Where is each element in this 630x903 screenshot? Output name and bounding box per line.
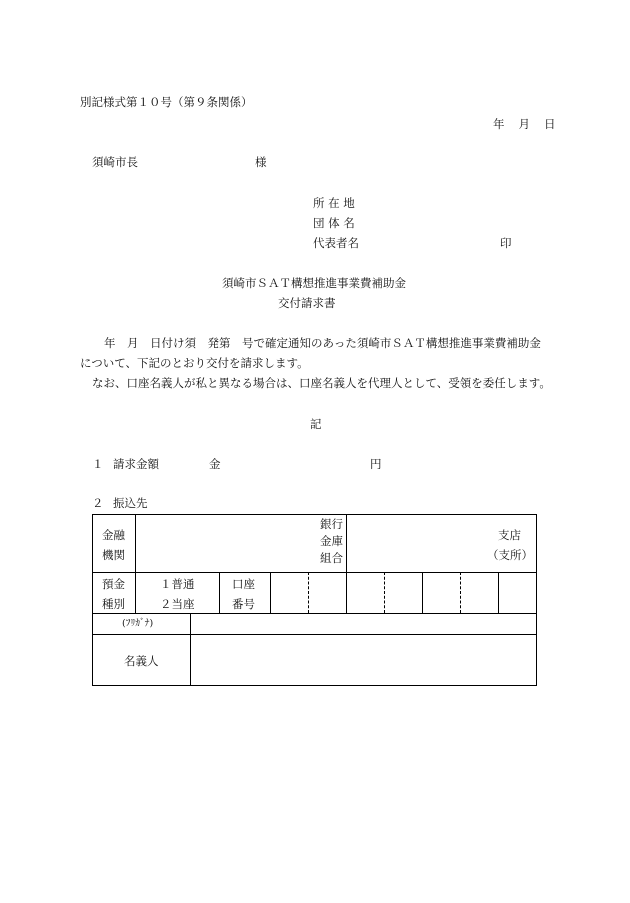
applicant-rep-label: 代表者名 xyxy=(313,236,359,250)
item2-label: 振込先 xyxy=(113,496,148,510)
table-rule xyxy=(190,613,191,686)
acct-no-label-2: 番号 xyxy=(232,597,255,611)
seal-mark: 印 xyxy=(500,236,512,250)
kinko-label: 金庫 xyxy=(320,534,343,548)
table-rule xyxy=(270,572,271,613)
applicant-address-label: 所 在 地 xyxy=(313,196,355,210)
date-line xyxy=(493,119,556,131)
table-rule xyxy=(346,572,347,613)
table-rule xyxy=(346,514,347,572)
table-rule xyxy=(384,572,385,613)
form-title: 別記様式第１０号（第９条関係） xyxy=(80,95,253,109)
date-year: 年 xyxy=(493,117,505,131)
addressee-name: 須崎市長 xyxy=(92,155,138,169)
body-line-1: 年 月 日付け須 発第 号で確定通知のあった須崎市ＳＡＴ構想推進事業費補助金 xyxy=(104,336,541,350)
item1-label: 請求金額 xyxy=(113,457,159,471)
applicant-group-label: 団 体 名 xyxy=(313,216,355,230)
item1-num: １ xyxy=(92,457,104,471)
body-line-2: について、下記のとおり交付を請求します。 xyxy=(80,356,309,370)
item1-kin: 金 xyxy=(209,457,221,471)
kumiai-label: 組合 xyxy=(320,551,343,565)
sub-branch-label: （支所） xyxy=(487,548,533,562)
item2-num: ２ xyxy=(92,496,104,510)
table-rule xyxy=(219,572,220,613)
table-rule xyxy=(135,572,136,613)
addressee-honorific: 様 xyxy=(255,155,267,169)
date-day: 日 xyxy=(544,117,556,131)
document-subheading: 交付請求書 xyxy=(278,296,336,310)
inst-label-1: 金融 xyxy=(102,528,125,542)
table-rule xyxy=(422,572,423,613)
table-rule xyxy=(92,634,537,635)
acct-type-label-2: 種別 xyxy=(102,597,125,611)
bank-label: 銀行 xyxy=(320,517,343,531)
acct-no-label-1: 口座 xyxy=(232,577,255,591)
acct-type-option-2: ２当座 xyxy=(160,597,195,611)
body-line-3: なお、口座名義人が私と異なる場合は、口座名義人を代理人として、受領を委任します。 xyxy=(92,376,551,390)
branch-label: 支店 xyxy=(498,528,521,542)
item1-yen: 円 xyxy=(370,457,382,471)
inst-label-2: 機関 xyxy=(102,548,125,562)
document-heading: 須崎市ＳＡＴ構想推進事業費補助金 xyxy=(222,276,406,290)
table-rule xyxy=(135,514,136,572)
date-month: 月 xyxy=(518,117,530,131)
table-rule xyxy=(92,613,537,614)
acct-type-option-1: １普通 xyxy=(160,577,195,591)
table-rule xyxy=(308,572,309,613)
ki-heading: 記 xyxy=(310,417,322,431)
furigana-label: (ﾌﾘｶﾞﾅ) xyxy=(122,618,154,629)
table-rule xyxy=(460,572,461,613)
table-rule xyxy=(498,572,499,613)
holder-label: 名義人 xyxy=(124,654,159,668)
table-rule xyxy=(92,572,537,573)
acct-type-label-1: 預金 xyxy=(102,577,125,591)
